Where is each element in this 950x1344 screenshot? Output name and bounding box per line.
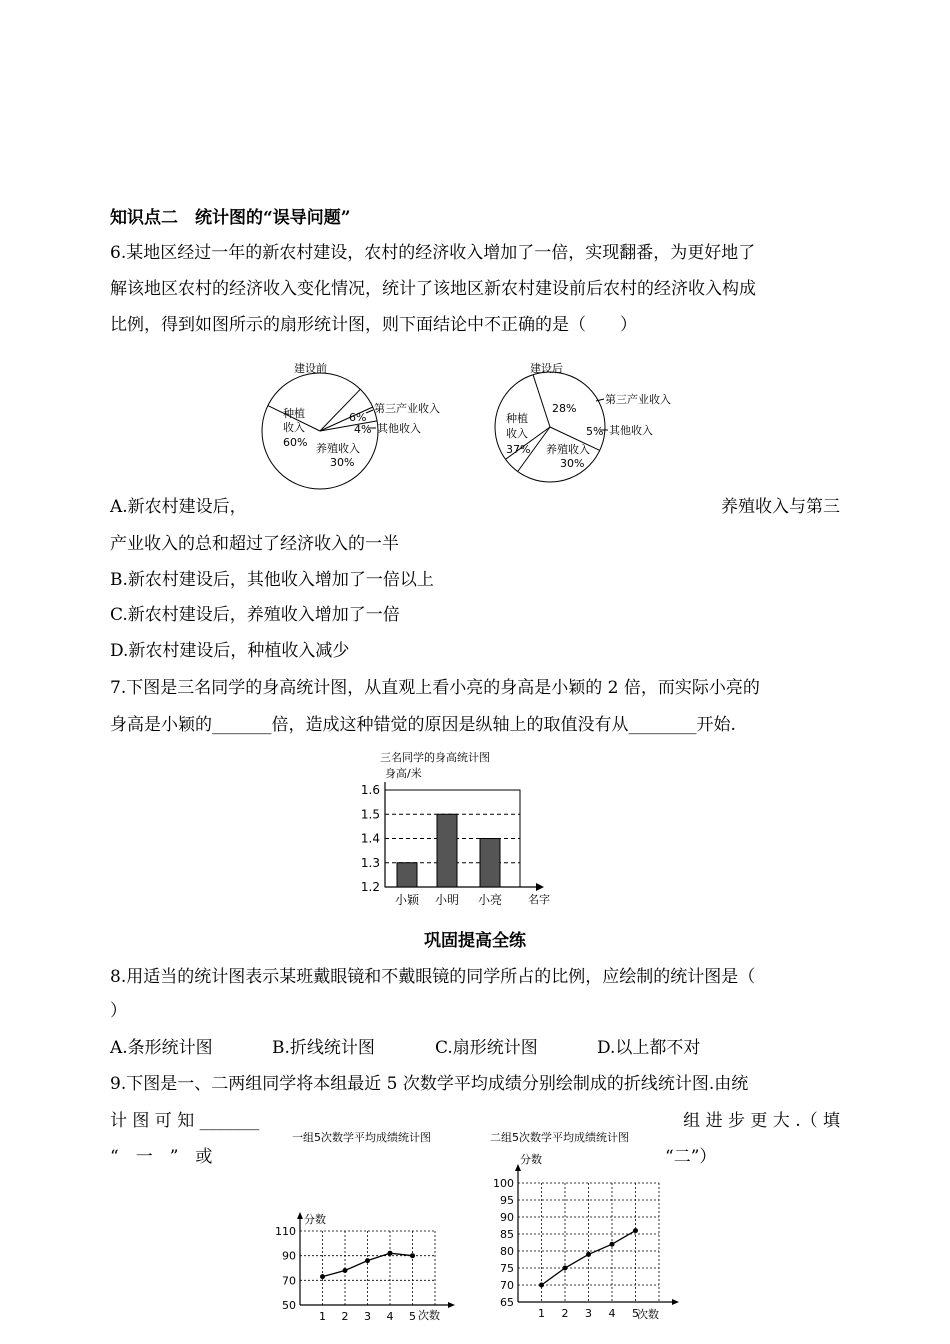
x-axis-arrow — [448, 1302, 455, 1308]
y-tick-label: 1.6 — [360, 783, 380, 797]
y-tick-label: 75 — [500, 1262, 514, 1275]
q6-option-c: C.新农村建设后，养殖收入增加了一倍 — [110, 605, 400, 625]
q8-option-b: B.折线统计图 — [272, 1038, 375, 1058]
group1-line-chart — [270, 1125, 460, 1340]
y-axis-label: 分数 — [520, 1153, 542, 1166]
y-tick-label: 1.5 — [360, 807, 380, 822]
data-point — [586, 1252, 591, 1257]
x-tick-label: 5 — [409, 1310, 416, 1323]
bar-小明 — [437, 814, 457, 887]
x-axis-label: 次数 — [418, 1309, 440, 1322]
section-title: 知识点二 统计图的“误导问题” — [110, 208, 351, 228]
slice-label: 养殖收入 — [316, 442, 360, 455]
y-tick-label: 1.3 — [360, 855, 380, 870]
group2-line-chart — [480, 1125, 680, 1340]
slice-label: 种植 — [283, 407, 305, 420]
q8-line-2: ） — [110, 1001, 127, 1021]
slice-label: 收入 — [506, 427, 528, 440]
q6-option-a-left: A.新农村建设后， — [110, 497, 247, 517]
x-tick-label: 2 — [561, 1307, 569, 1320]
callout-label: 其他收入 — [377, 422, 421, 435]
x-tick-label: 小明 — [434, 893, 460, 907]
slice-label: 30% — [330, 456, 355, 469]
slice-label: 30% — [560, 457, 585, 470]
x-tick-label: 3 — [364, 1310, 371, 1323]
q6-option-b: B.新农村建设后，其他收入增加了一倍以上 — [110, 570, 434, 590]
x-tick-label: 4 — [386, 1310, 394, 1323]
pie-title: 建设前 — [294, 362, 327, 375]
pie-slice-boundary-种植收入 — [533, 375, 550, 427]
x-tick-label: 1 — [538, 1307, 545, 1320]
y-tick-label: 90 — [282, 1249, 296, 1263]
chart-title: 二组5次数学平均成绩统计图 — [490, 1131, 629, 1144]
y-tick-label: 90 — [500, 1211, 514, 1224]
q9-line-2-left: 计 图 可 知 _______ — [110, 1111, 260, 1131]
data-point — [320, 1274, 325, 1279]
y-tick-label: 65 — [500, 1296, 514, 1309]
data-point — [563, 1266, 568, 1271]
y-tick-label: 70 — [282, 1274, 296, 1288]
y-tick-label: 110 — [275, 1225, 296, 1238]
q9-line-3-right: “二”） — [665, 1147, 717, 1167]
x-tick-label: 1 — [319, 1310, 326, 1323]
line-plot — [493, 1164, 679, 1320]
callout-line — [366, 410, 373, 413]
q9-line-3-left: “ 一 ” 或 — [110, 1147, 213, 1167]
slice-label: 37% — [506, 443, 531, 456]
y-axis-arrow — [297, 1212, 303, 1219]
slice-label: 5% — [586, 425, 604, 438]
data-point — [633, 1228, 638, 1233]
bar-plot — [361, 782, 544, 907]
y-tick-label: 85 — [500, 1228, 514, 1241]
chart-title: 三名同学的身高统计图 — [380, 751, 490, 764]
pie-chart-after — [490, 355, 710, 495]
y-axis-label: 分数 — [304, 1213, 326, 1226]
x-tick-label: 3 — [585, 1307, 592, 1320]
q6-option-d: D.新农村建设后，种植收入减少 — [110, 641, 350, 661]
q8-option-d: D.以上都不对 — [597, 1038, 701, 1058]
q8-line-1: 8.用适当的统计图表示某班戴眼镜和不戴眼镜的同学所占的比例，应绘制的统计图是（ — [110, 967, 756, 987]
y-tick-label: 50 — [282, 1299, 296, 1312]
q7-line-1: 7.下图是三名同学的身高统计图，从直观上看小亮的身高是小颖的 2 倍，而实际小亮的 — [110, 678, 760, 698]
data-point — [410, 1253, 415, 1258]
chart-title: 一组5次数学平均成绩统计图 — [292, 1131, 431, 1144]
q9-line-2-right: 组 进 步 更 大 .（ 填 — [683, 1111, 840, 1131]
callout-label: 其他收入 — [609, 424, 653, 437]
x-tick-label: 2 — [341, 1310, 349, 1323]
x-axis-label: 次数 — [637, 1308, 659, 1321]
y-tick-label: 1.4 — [360, 831, 380, 846]
bar-小亮 — [480, 839, 500, 888]
slice-label: 收入 — [283, 421, 305, 434]
x-axis-arrow — [536, 883, 544, 891]
bar-小颖 — [397, 863, 417, 887]
data-point — [610, 1242, 615, 1247]
q6-line-2: 解该地区农村的经济收入变化情况，统计了该地区新农村建设前后农村的经济收入构成 — [110, 279, 756, 299]
y-tick-label: 80 — [500, 1245, 514, 1258]
q6-line-3: 比例，得到如图所示的扇形统计图，则下面结论中不正确的是（ ） — [110, 315, 637, 335]
q9-line-1: 9.下图是一、二两组同学将本组最近 5 次数学平均成绩分别绘制成的折线统计图.由统 — [110, 1074, 749, 1094]
x-axis-label: 名字 — [528, 893, 550, 906]
data-point — [343, 1268, 348, 1273]
line-plot — [275, 1212, 455, 1323]
q8-option-c: C.扇形统计图 — [435, 1038, 538, 1058]
y-tick-label: 95 — [500, 1194, 514, 1207]
slice-label: 6% — [349, 411, 367, 424]
q7-line-2: 身高是小颖的_______倍，造成这种错觉的原因是纵轴上的取值没有从________开始. — [110, 715, 736, 735]
q8-option-a: A.条形统计图 — [110, 1038, 213, 1058]
slice-label: 4% — [354, 423, 372, 436]
y-tick-label: 70 — [500, 1279, 514, 1292]
q6-line-1: 6.某地区经过一年的新农村建设，农村的经济收入增加了一倍，实现翻番，为更好地了 — [110, 243, 756, 263]
x-tick-label: 小颖 — [394, 893, 420, 907]
slice-label: 养殖收入 — [546, 443, 590, 456]
pie-chart-before — [250, 355, 470, 495]
data-point — [388, 1251, 393, 1256]
y-tick-label: 100 — [493, 1177, 514, 1190]
slice-label: 28% — [552, 402, 577, 415]
callout-label: 第三产业收入 — [605, 393, 671, 406]
q6-option-a-right: 养殖收入与第三 — [721, 497, 840, 517]
q6-option-a-cont: 产业收入的总和超过了经济收入的一半 — [110, 534, 399, 554]
x-tick-label: 小亮 — [477, 893, 503, 907]
y-tick-label: 1.2 — [360, 880, 380, 894]
consolidate-title: 巩固提高全练 — [424, 931, 526, 951]
y-axis-label: 身高/米 — [385, 767, 422, 780]
height-bar-chart — [345, 743, 565, 913]
x-axis-arrow — [672, 1299, 679, 1305]
x-tick-label: 5 — [632, 1307, 639, 1320]
pie-title: 建设后 — [530, 362, 563, 375]
x-tick-label: 4 — [608, 1307, 616, 1320]
slice-label: 种植 — [506, 412, 528, 425]
data-point — [365, 1258, 370, 1263]
callout-label: 第三产业收入 — [374, 402, 440, 415]
data-point — [539, 1283, 544, 1288]
slice-label: 60% — [283, 436, 308, 449]
